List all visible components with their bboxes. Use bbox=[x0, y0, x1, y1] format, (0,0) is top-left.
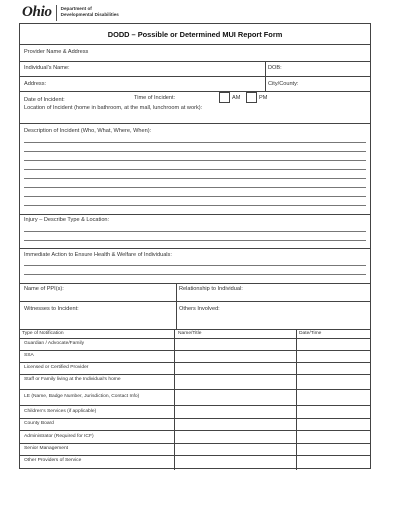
table-row-label: Other Providers of Service bbox=[24, 458, 82, 463]
table-row-divider bbox=[20, 405, 370, 406]
table-row-divider bbox=[20, 418, 370, 419]
mui-report-form bbox=[19, 23, 371, 469]
description-line[interactable] bbox=[24, 142, 366, 143]
relationship-label: Relationship to Individual: bbox=[179, 286, 243, 292]
table-row-divider bbox=[20, 430, 370, 431]
provider-label: Provider Name & Address bbox=[24, 49, 89, 55]
table-row-divider bbox=[20, 374, 370, 375]
pm-checkbox[interactable] bbox=[246, 92, 257, 103]
action-line[interactable] bbox=[24, 265, 366, 266]
location-label: Location of Incident (home in bathroom, at the mall, lunchroom at work): bbox=[24, 105, 203, 111]
am-checkbox[interactable] bbox=[219, 92, 230, 103]
description-line[interactable] bbox=[24, 187, 366, 188]
table-row-label: Staff or Family living at the Individual’s home bbox=[24, 377, 121, 382]
address-label: Address: bbox=[24, 81, 47, 87]
table-row-divider bbox=[20, 362, 370, 363]
description-line[interactable] bbox=[24, 160, 366, 161]
description-line[interactable] bbox=[24, 205, 366, 206]
address-divider bbox=[20, 91, 370, 92]
table-row-label: Children’s Services (if applicable) bbox=[24, 409, 97, 414]
witnesses-label: Witnesses to Incident: bbox=[24, 306, 79, 312]
col-header-name-title: Name/Title bbox=[178, 331, 202, 336]
injury-line[interactable] bbox=[24, 240, 366, 241]
description-line[interactable] bbox=[24, 169, 366, 170]
logo-divider bbox=[56, 5, 57, 21]
time-of-incident-label: Time of Incident: bbox=[134, 95, 176, 101]
location-divider bbox=[20, 123, 370, 124]
description-line[interactable] bbox=[24, 151, 366, 152]
logo-department-text bbox=[61, 4, 119, 17]
ohio-dodd-logo bbox=[22, 4, 119, 21]
table-row-label: County Board bbox=[24, 421, 54, 426]
table-row-label: LE (Name, Badge Number, Jurisdiction, Contact Info) bbox=[24, 394, 140, 399]
injury-line[interactable] bbox=[24, 231, 366, 232]
table-row-divider bbox=[20, 443, 370, 444]
provider-divider bbox=[20, 61, 370, 62]
date-of-incident-label: Date of Incident: bbox=[24, 97, 65, 103]
witnesses-divider bbox=[20, 329, 370, 330]
table-row-divider bbox=[20, 455, 370, 456]
injury-label: Injury – Describe Type & Location: bbox=[24, 217, 110, 223]
table-row-divider bbox=[20, 350, 370, 351]
injury-divider bbox=[20, 248, 370, 249]
logo-dept-line1: Department of bbox=[60, 6, 92, 11]
pm-label: PM bbox=[259, 95, 268, 101]
ppi-name-label: Name of PPI(s): bbox=[24, 286, 64, 292]
action-line[interactable] bbox=[24, 274, 366, 275]
table-row-label: Senior Management bbox=[24, 446, 69, 451]
form-title: DODD – Possible or Determined MUI Report Form bbox=[20, 24, 370, 45]
description-line[interactable] bbox=[24, 178, 366, 179]
col-header-type: Type of Notification bbox=[22, 331, 64, 336]
table-row-divider bbox=[20, 389, 370, 390]
action-divider bbox=[20, 283, 370, 284]
logo-dept-line2: Developmental Disabilities bbox=[60, 11, 119, 17]
col-header-date-time: Date/Time bbox=[299, 331, 322, 336]
table-row-label: SSA bbox=[24, 353, 34, 358]
description-label: Description of Incident (Who, What, Where, When): bbox=[24, 128, 152, 134]
ppi-column-divider bbox=[176, 283, 177, 329]
description-line[interactable] bbox=[24, 196, 366, 197]
city-county-label: City/County: bbox=[268, 81, 299, 87]
description-divider bbox=[20, 214, 370, 215]
am-label: AM bbox=[232, 95, 241, 101]
dob-label: DOB: bbox=[268, 65, 282, 71]
logo-ohio-word: Ohio bbox=[22, 4, 52, 20]
others-involved-label: Others Involved: bbox=[179, 306, 220, 312]
table-row-label: Licensed or Certified Provider bbox=[24, 365, 89, 370]
ppi-divider bbox=[20, 301, 370, 302]
individual-name-label: Individual’s Name: bbox=[24, 65, 70, 71]
table-header-divider bbox=[20, 338, 370, 339]
individual-divider bbox=[20, 76, 370, 77]
immediate-action-label: Immediate Action to Ensure Health & Welfare of Individuals: bbox=[24, 252, 172, 258]
table-row-label: Administrator (Required for ICF) bbox=[24, 434, 94, 439]
table-row-label: Guardian / Advocate/Family bbox=[24, 341, 85, 346]
